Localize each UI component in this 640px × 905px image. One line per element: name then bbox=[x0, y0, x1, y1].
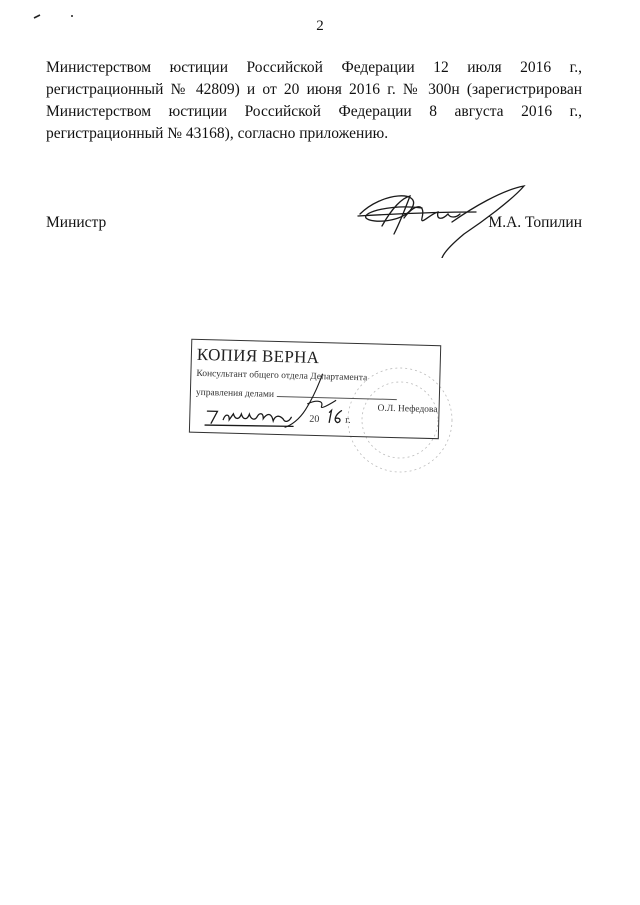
certified-copy-stamp bbox=[189, 339, 445, 444]
stamp-handwritten-signature bbox=[277, 369, 359, 431]
stamp-year-prefix: 20 bbox=[309, 413, 320, 426]
body-line-1: Министерством юстиции Российской Федерации 12 июля 2016 г., bbox=[46, 59, 582, 76]
document-body-text bbox=[46, 57, 582, 145]
signatory-title: Министр bbox=[46, 214, 107, 231]
body-line-3: Министерством юстиции Российской Федерации 8 августа 2016 г., bbox=[46, 103, 582, 120]
body-line-4: регистрационный № 43168), согласно приложению. bbox=[46, 125, 389, 142]
page-number: 2 bbox=[316, 18, 324, 34]
signatory-name: М.А. Топилин bbox=[488, 214, 582, 231]
stamp-title: КОПИЯ ВЕРНА bbox=[196, 344, 320, 368]
handwritten-signature bbox=[352, 178, 532, 258]
stamp-certifier-name: О.Л. Нефедова bbox=[377, 403, 438, 416]
stamp-year-suffix: г. bbox=[345, 414, 351, 426]
body-line-2: регистрационный № 42809) и от 20 июня 2016 г. № 300н (зарегистрирован bbox=[46, 81, 582, 98]
stamp-department-text: управления делами bbox=[195, 387, 275, 400]
scan-speck-marks bbox=[32, 12, 92, 22]
stamp-position: Консультант общего отдела Департамента bbox=[196, 368, 368, 384]
